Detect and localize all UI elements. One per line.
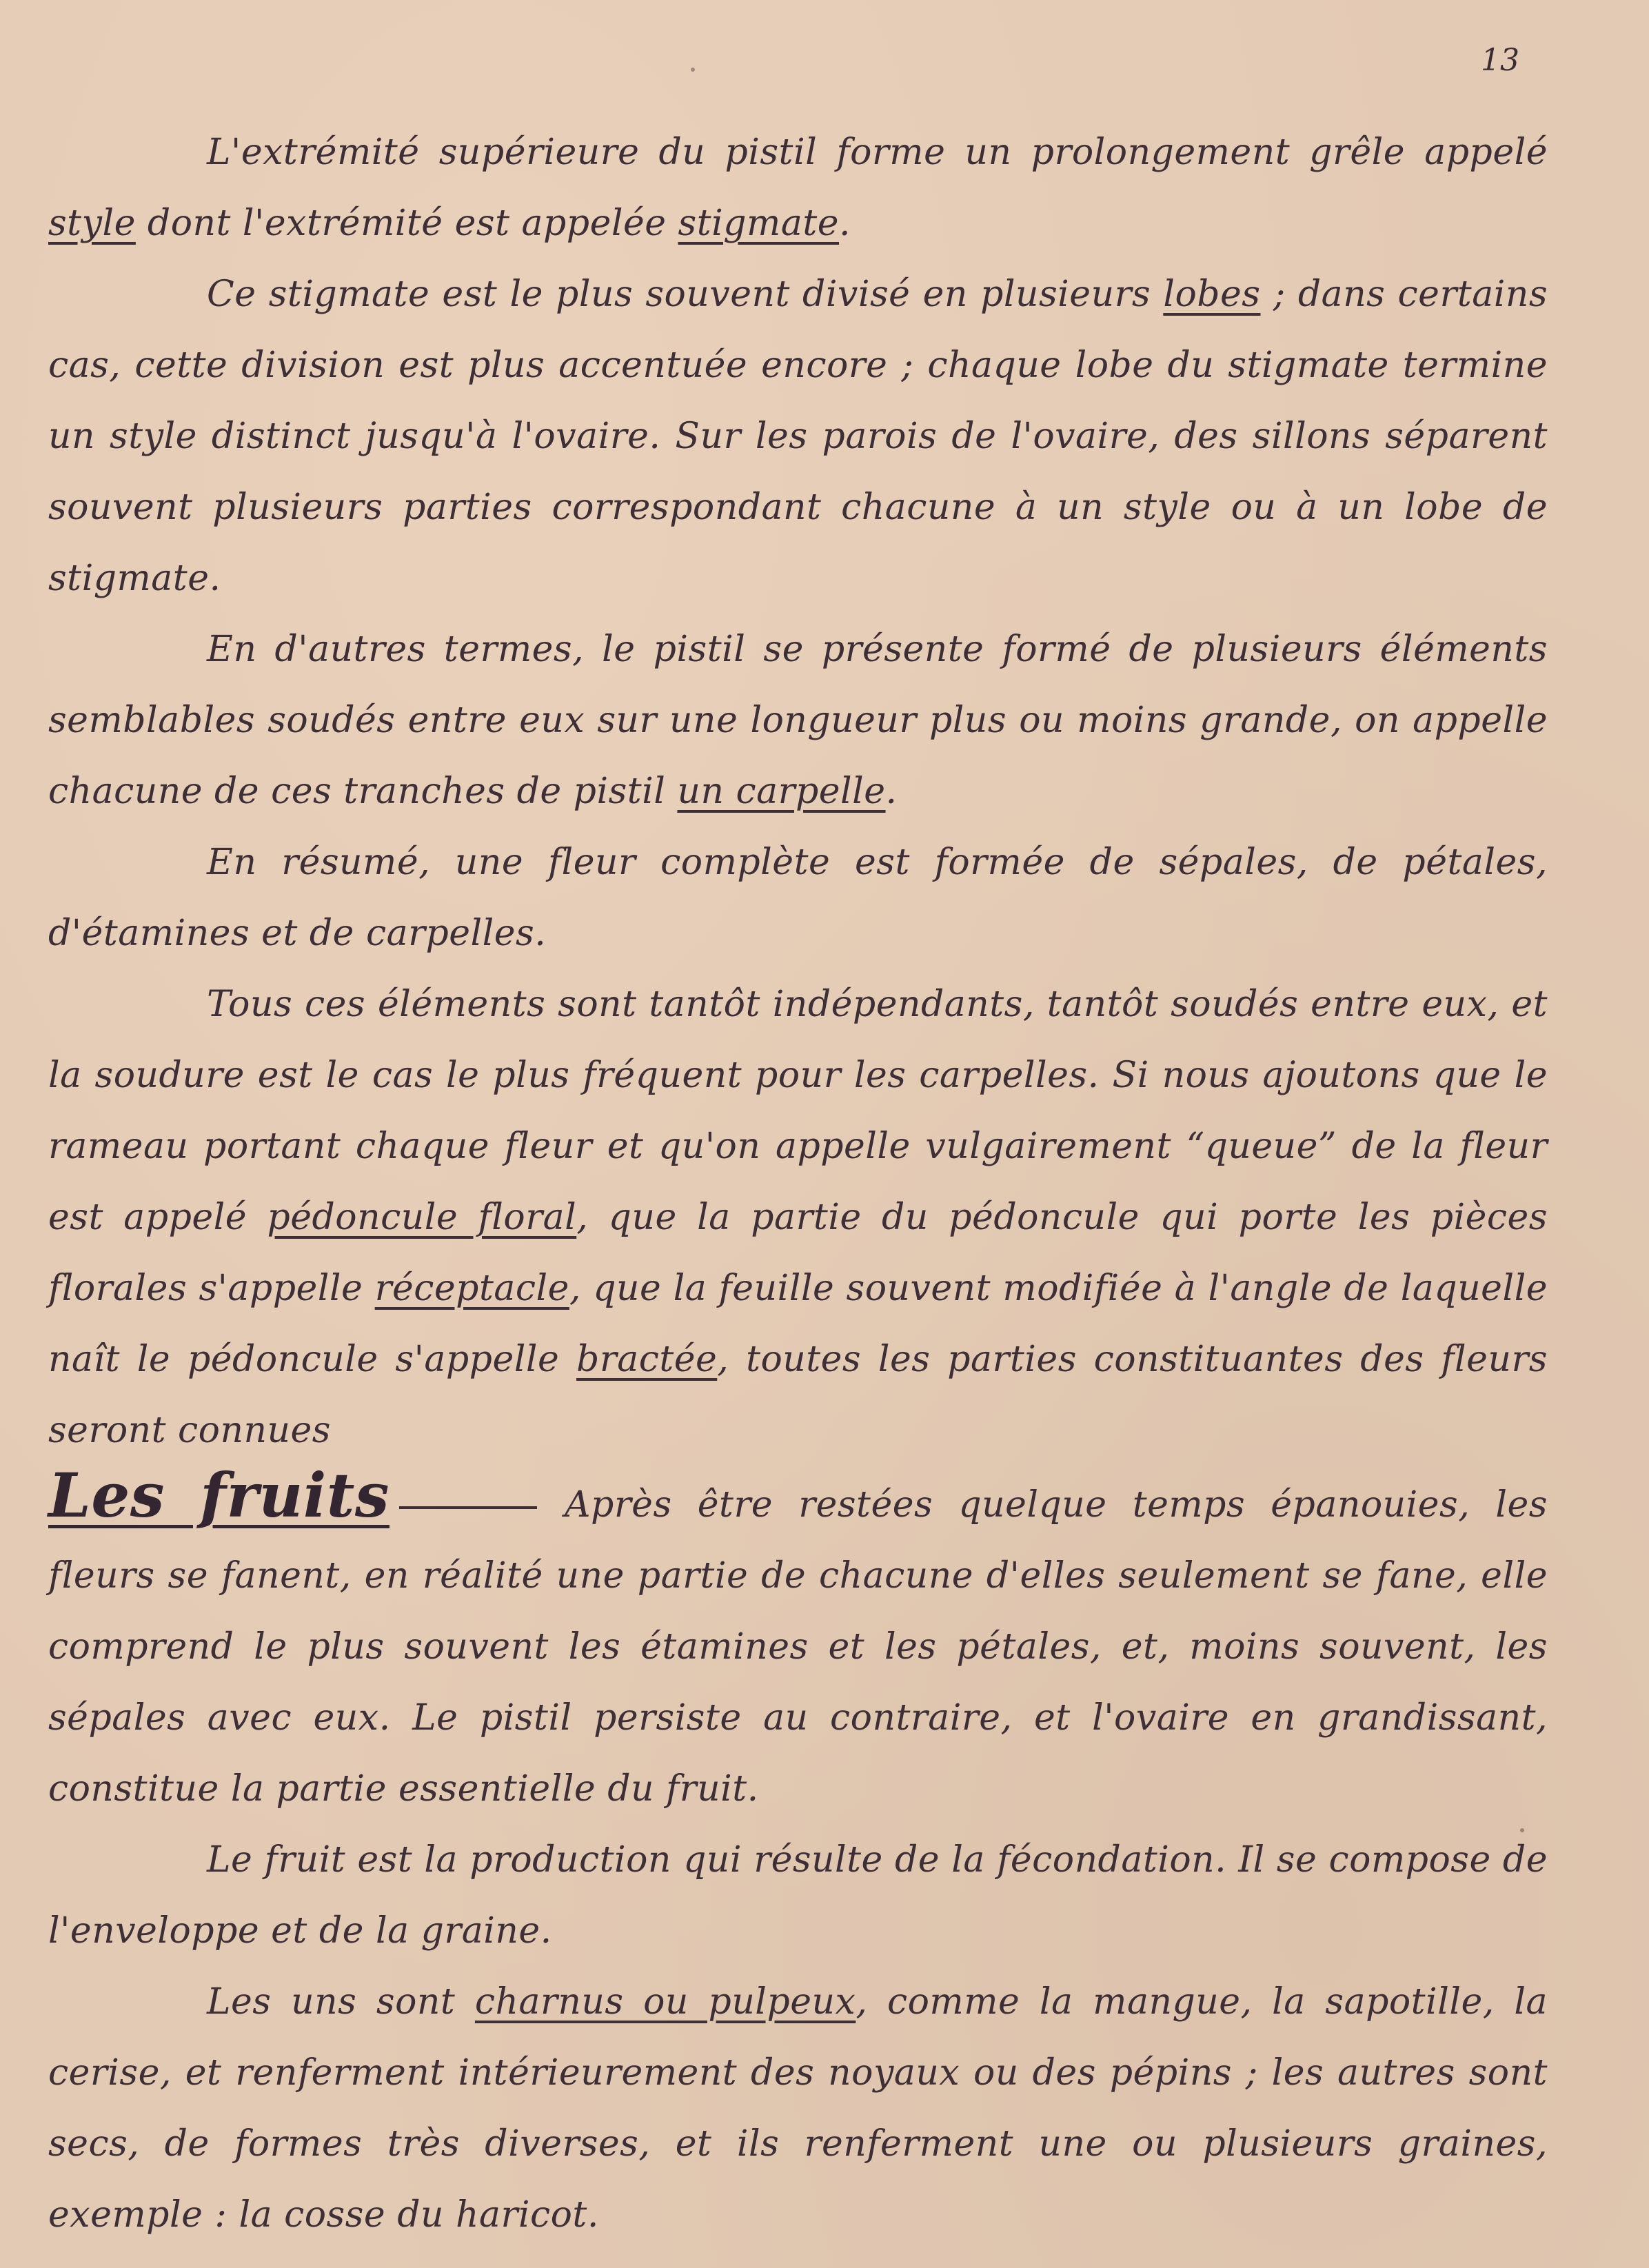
- fruits-intro-text: Après être restées quelque temps épanouies, les fleurs se fanent, en réalité une partie de chacune d'elles seulement se fane, elle comprend le plus souvent les étamines et les pétales, et, moins souvent, les sépales avec eux. Le pistil persiste au contraire, et l'ovaire en grandissant, constitue la partie essentielle du fruit.: [48, 1484, 1548, 1810]
- section-title: Les fruits: [48, 1459, 390, 1531]
- text-run: En résumé, une fleur complète est formée de sépales, de pétales, d'étamines et de carpelles.: [48, 842, 1548, 954]
- text-run: , comme la mangue, la sapotille, la cerise, et renferment intérieurement des noyaux ou des pépins ; les autres sont secs, de formes très diverses, et ils renferment une ou plusieurs graines, exemple : la cosse du haricot.: [48, 1981, 1548, 2236]
- text-run: Les uns sont: [207, 1981, 475, 2023]
- underlined-term: stigmate: [678, 203, 840, 244]
- paragraph-soudure: [48, 969, 1548, 1466]
- paragraph-style-stigmate: [48, 117, 1548, 259]
- text-run: , toutes les parties constituantes des fleurs seront connues: [48, 1339, 1548, 1451]
- text-run: Ce stigmate est le plus souvent divisé en plusieurs: [207, 274, 1164, 315]
- underlined-term: charnus ou pulpeux: [474, 1981, 856, 2023]
- text-run: L'extrémité supérieure du pistil forme un prolongement grêle appelé: [207, 132, 1548, 173]
- paragraph-resume: [48, 827, 1548, 969]
- ink-speck: [691, 68, 695, 72]
- underlined-term: lobes: [1163, 274, 1261, 315]
- underlined-term: pédoncule floral: [267, 1197, 577, 1238]
- underlined-term: réceptacle: [374, 1268, 569, 1309]
- section-flower-parts: [48, 117, 1548, 1466]
- section-fruits: [48, 1460, 1548, 2251]
- text-run: dont l'extrémité est appelée: [135, 203, 678, 244]
- paragraph-fruit-definition: [48, 1825, 1548, 1967]
- paragraph-stigmate-lobes: [48, 259, 1548, 614]
- paragraph-carpelle: [48, 614, 1548, 827]
- text-run: , que la partie du pédoncule qui porte les pièces florales s'appelle: [48, 1197, 1548, 1309]
- title-rule: [399, 1506, 537, 1509]
- underlined-term: bractée: [576, 1339, 718, 1380]
- paragraph-fruit-types: [48, 1967, 1548, 2251]
- underlined-term: un carpelle: [677, 771, 886, 812]
- page-number: 13: [1481, 43, 1519, 78]
- ink-speck: [1520, 1828, 1524, 1832]
- fruits-intro-paragraph: [48, 1460, 1548, 1825]
- text-run: .: [839, 203, 851, 244]
- underlined-term: style: [48, 203, 136, 244]
- text-run: ; dans certains cas, cette division est plus accentuée encore ; chaque lobe du stigmate termine un style distinct jusqu'à l'ovaire. Sur les parois de l'ovaire, des sillons séparent souvent plusieurs parties correspondant chacune à un style ou à un lobe de stigmate.: [48, 274, 1548, 599]
- text-run: Tous ces éléments sont tantôt indépendants, tantôt soudés entre eux, et la soudure est le cas le plus fréquent pour les carpelles. Si nous ajoutons que le rameau portant chaque fleur et qu'on appelle vulgairement “queue” de la fleur est appelé: [48, 984, 1548, 1238]
- text-run: En d'autres termes, le pistil se présente formé de plusieurs éléments semblables soudés entre eux sur une longueur plus ou moins grande, on appelle chacune de ces tranches de pistil: [48, 629, 1548, 812]
- text-run: , que la feuille souvent modifiée à l'angle de laquelle naît le pédoncule s'appelle: [48, 1268, 1548, 1380]
- text-run: .: [885, 771, 898, 812]
- text-run: Le fruit est la production qui résulte de la fécondation. Il se compose de l'enveloppe et de la graine.: [48, 1839, 1548, 1952]
